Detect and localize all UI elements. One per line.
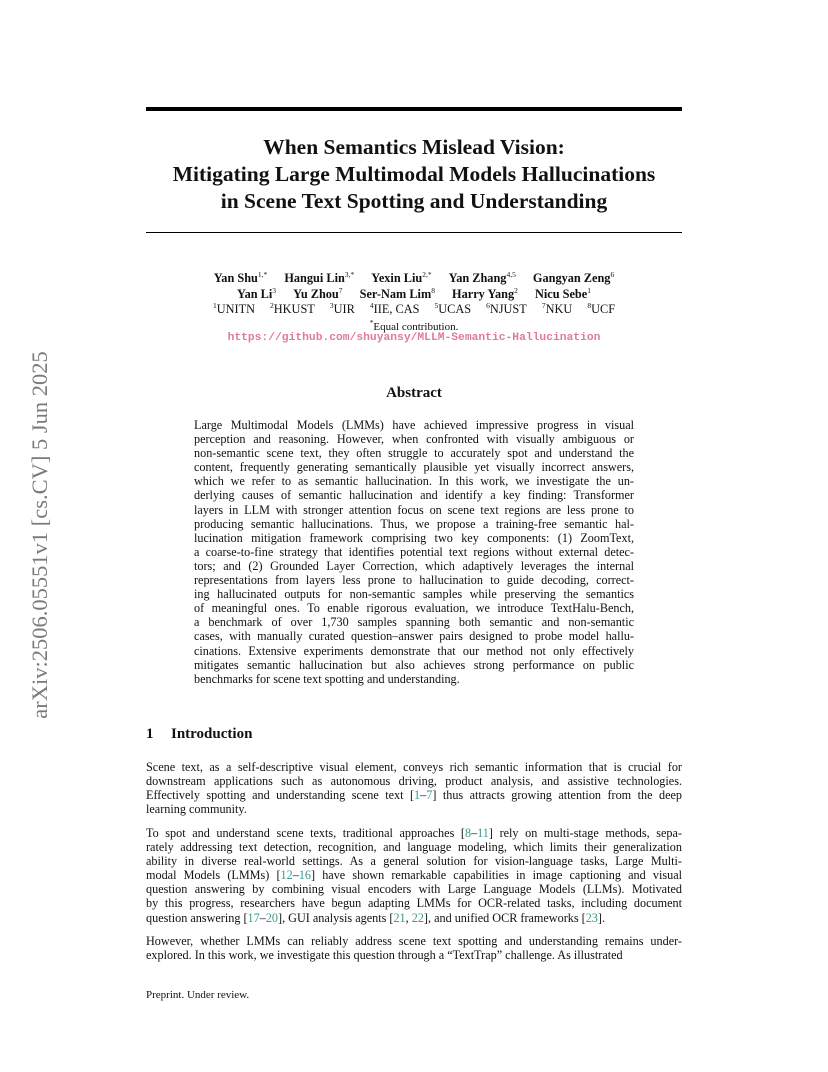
authors-row-1	[146, 270, 682, 286]
authors-row-2	[146, 286, 682, 302]
affiliation: $^1$UNITN	[212, 301, 255, 316]
author: Yan Shu$^{1,*}$	[213, 270, 268, 285]
text-run: [	[276, 868, 281, 883]
abstract-line: which we refer to as semantic hallucination. In this work, we investigate the un-	[194, 474, 634, 489]
citation-link[interactable]: 7	[426, 788, 433, 803]
author: Yan Zhang$^{4,5}$	[448, 270, 516, 285]
section-heading-introduction: 1 Introduction	[146, 726, 253, 742]
abstract-line: benchmarks for scene text spotting and understanding.	[194, 671, 460, 686]
affiliation: $^6$NJUST	[486, 301, 527, 316]
paragraph-line	[146, 911, 682, 925]
paragraph-line	[146, 802, 682, 816]
github-link[interactable]: https://github.com/shuyansy/MLLM-Semantic-Hallucination	[227, 332, 601, 344]
paper-title	[146, 134, 682, 215]
title-line: in Scene Text Spotting and Understanding	[220, 189, 608, 213]
text-run: rately addressing text detection, recognition, and language modeling, which limits their generalization	[146, 840, 682, 855]
citation-link[interactable]: 11	[477, 826, 489, 840]
paragraph-line	[146, 788, 682, 802]
text-run: –	[471, 826, 478, 840]
text-run: , GUI analysis agents	[282, 910, 390, 925]
affiliation: $^4$IIE, CAS	[369, 301, 420, 316]
citation-link[interactable]: 12	[280, 868, 293, 883]
text-run: ]	[311, 868, 316, 883]
text-run: [	[581, 910, 586, 925]
text-run: thus attracts growing attention from the deep	[436, 788, 682, 803]
text-run: modal Models (LMMs)	[146, 868, 277, 883]
author: Yexin Liu$^{2,*}$	[371, 270, 432, 285]
text-run: To spot and understand scene texts, traditional approaches	[146, 826, 461, 840]
text-run: .	[601, 910, 605, 925]
text-run: ]	[278, 910, 283, 925]
abstract-line: lucination mitigation framework comprising two key components: (1) ZoomText,	[194, 530, 634, 545]
citation-link[interactable]: 17	[247, 910, 260, 925]
text-run: [	[409, 788, 415, 803]
paragraph-line	[146, 948, 682, 962]
text-run: –	[259, 910, 266, 925]
citation-link[interactable]: 22	[411, 910, 424, 925]
abstract-line: perception and reasoning. However, when confronted with visually ambiguous or	[194, 432, 634, 447]
text-run: question answering by combining visual encoders with Large Language Models (LLMs). Motivated	[146, 882, 682, 897]
paragraph-line	[146, 882, 682, 896]
text-run: ]	[597, 910, 602, 925]
citation-link[interactable]: 1	[414, 788, 421, 803]
footer-note: Preprint. Under review.	[146, 989, 250, 1001]
text-run: –	[420, 788, 427, 803]
title-line: When Semantics Mislead Vision:	[263, 135, 565, 159]
abstract-line: content, frequently generating semantically plausible yet visually incorrect answers,	[194, 460, 634, 475]
citation-link[interactable]: 16	[298, 868, 311, 883]
abstract-line: derlying causes of semantic hallucination and identify a key finding: Transformer	[194, 488, 634, 503]
title-top-rule	[146, 107, 682, 111]
abstract-line: cinations. Extensive experiments demonstrate that our method not only effectively	[194, 643, 634, 658]
text-run: ,	[405, 910, 412, 925]
paragraph-line	[146, 896, 682, 910]
abstract-line: mitigates semantic hallucination but also achieves strong performance on public	[194, 657, 634, 672]
intro-paragraph-3	[146, 934, 682, 962]
text-run: ]	[488, 826, 493, 840]
abstract-line: non-semantic scene text, they often struggle to accurately spot and understand the	[194, 446, 634, 461]
paragraph-line	[146, 854, 682, 868]
text-run: ability in diverse real-world settings. As a general solution for vision-language tasks, Large Multi-	[146, 854, 682, 869]
abstract-body	[194, 418, 634, 686]
abstract-heading: Abstract	[386, 385, 442, 401]
affiliation: $^5$UCAS	[434, 301, 472, 316]
text-run: [	[389, 910, 394, 925]
author: Ser-Nam Lim$^8$	[359, 286, 435, 301]
text-run: However, whether LMMs can reliably address scene text spotting and understanding remains under-	[146, 934, 682, 948]
text-run: [	[460, 826, 465, 840]
text-run: learning community.	[146, 802, 247, 817]
title-bottom-rule	[146, 232, 682, 233]
paragraph-line	[146, 774, 682, 788]
text-run: [	[243, 910, 248, 925]
paragraph-line	[146, 826, 682, 840]
text-run: question answering	[146, 910, 244, 925]
citation-link[interactable]: 20	[265, 910, 279, 925]
abstract-line: representations from layers less prone to hallucination to guide decoding, correct-	[194, 573, 634, 588]
abstract-line: a coarse-to-fine strategy that identifies potential text regions without external detec-	[194, 544, 634, 559]
equal-contribution-note: *Equal contribution.	[369, 318, 459, 333]
paragraph-line	[146, 840, 682, 854]
paragraph-line	[146, 760, 682, 774]
text-run: Scene text, as a self-descriptive visual element, conveys rich semantic information that is crucial for	[146, 760, 682, 774]
affiliation: $^3$UIR	[329, 301, 355, 316]
text-run: by this progress, researchers have begun adapting LMMs for OCR-related tasks, including document	[146, 896, 682, 911]
text-run: ]	[423, 910, 428, 925]
citation-link[interactable]: 21	[393, 910, 406, 925]
text-run: explored. In this work, we investigate this question through a “TextTrap” challenge. As illustrated	[146, 948, 623, 963]
arxiv-identifier: arXiv:2506.05551v1 [cs.CV] 5 Jun 2025	[27, 351, 52, 719]
author: Yu Zhou$^7$	[293, 286, 343, 301]
text-run: Effectively spotting and understanding scene text	[146, 788, 410, 803]
author: Nicu Sebe$^1$	[534, 286, 591, 301]
author: Yan Li$^3$	[237, 286, 276, 301]
text-run: rely on multi-stage methods, sepa-	[492, 826, 682, 840]
abstract-line: layers in LLM with stronger attention focus on scene text regions are less prone to	[194, 502, 634, 517]
paragraph-line	[146, 934, 682, 948]
intro-paragraph-2	[146, 826, 682, 925]
text-run: downstream applications such as autonomous driving, product analysis, and assistive technologies.	[146, 774, 682, 789]
text-run: have shown remarkable capabilities in image captioning and visual	[315, 868, 682, 883]
intro-paragraph-1	[146, 760, 682, 816]
affiliation: $^8$UCF	[587, 301, 616, 316]
text-run: , and unified OCR frameworks	[427, 910, 582, 925]
text-run: –	[292, 868, 299, 883]
affiliation: $^2$HKUST	[270, 301, 315, 316]
paragraph-line	[146, 868, 682, 882]
text-run: ]	[432, 788, 437, 803]
abstract-line: a benchmark of over 1,730 samples spanning both semantic and non-semantic	[194, 615, 634, 630]
author: Hangui Lin$^{3,*}$	[284, 270, 355, 285]
affiliations	[146, 301, 682, 317]
abstract-line: of meaningful ones. To enable rigorous evaluation, we introduce TextHalu-Bench,	[194, 601, 634, 616]
affiliation: $^7$NKU	[541, 301, 573, 316]
author: Harry Yang$^2$	[452, 286, 518, 301]
abstract-line: tors; and (2) Grounded Layer Correction, which adaptively leverages the internal	[194, 558, 634, 573]
title-line: Mitigating Large Multimodal Models Hallucinations	[172, 162, 656, 186]
abstract-line: ing hallucinated outputs for non-semantic samples while preserving the semantics	[194, 587, 634, 602]
citation-link[interactable]: 23	[585, 910, 598, 925]
abstract-line: cases, with manually curated question–answer pairs designed to probe model hallu-	[194, 629, 634, 644]
abstract-line: producing semantic hallucinations. Thus, we propose a training-free semantic hal-	[194, 516, 634, 531]
abstract-line: Large Multimodal Models (LMMs) have achieved impressive progress in visual	[194, 418, 634, 432]
author: Gangyan Zeng$^6$	[532, 270, 615, 285]
citation-link[interactable]: 8	[464, 826, 472, 840]
